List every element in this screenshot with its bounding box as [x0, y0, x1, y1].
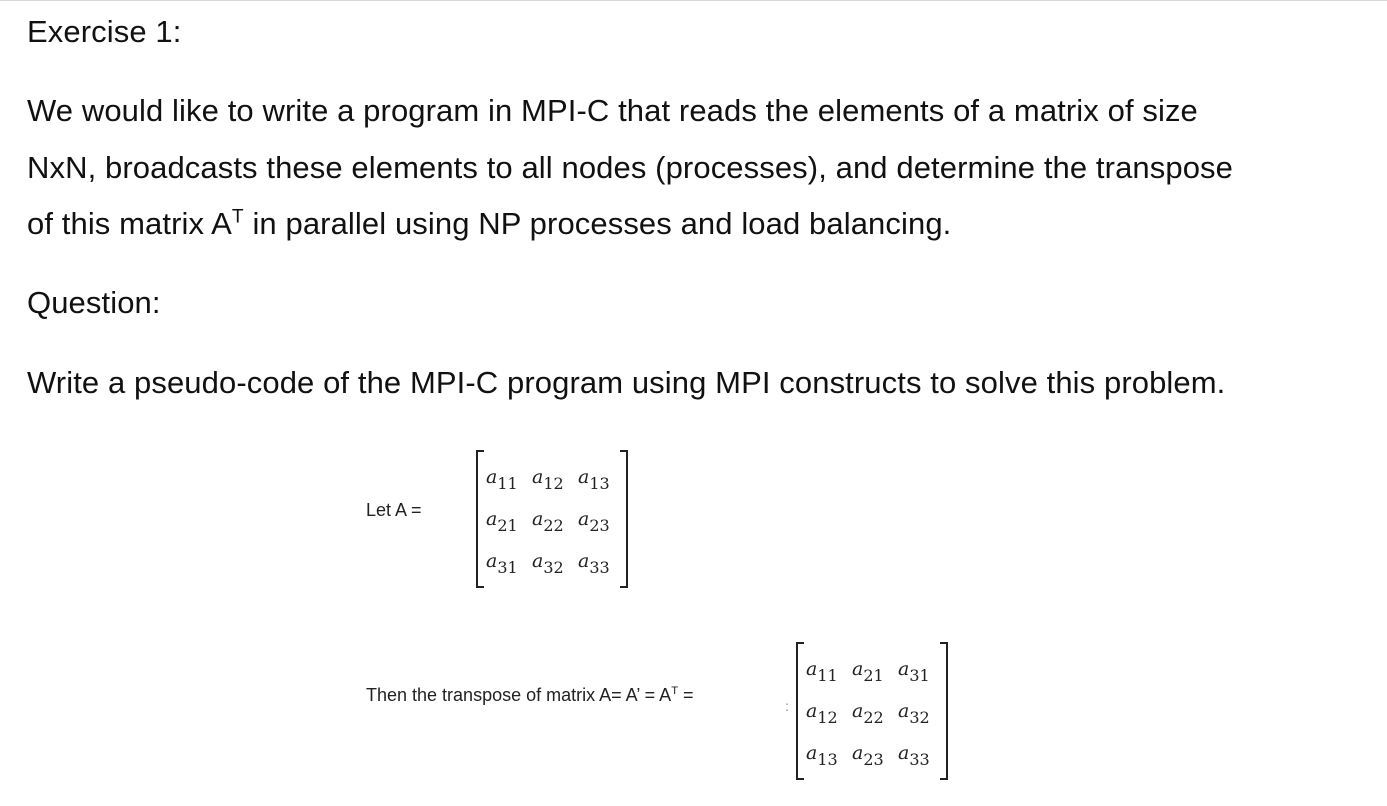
matrix-a-cell: $a_{21}$: [486, 508, 518, 535]
matrix-a-cell: $a_{23}$: [578, 508, 610, 535]
matrix-transpose-right-bracket: [940, 642, 948, 780]
matrix-a-cell: $a_{33}$: [578, 550, 610, 577]
matrix-transpose-cell: $a_{33}$: [898, 742, 930, 769]
matrix-a-cell: $a_{11}$: [486, 466, 518, 493]
transpose-label-superscript: T: [671, 685, 679, 697]
description-line-1: We would like to write a program in MPI-C that reads the elements of a matrix of size: [27, 93, 1198, 128]
question-label: Question:: [27, 285, 161, 320]
matrix-transpose-left-bracket: [796, 642, 804, 780]
matrix-a-cell: $a_{31}$: [486, 550, 518, 577]
description-line-3-end: in parallel using NP processes and load balancing.: [243, 206, 952, 241]
matrix-transpose: [806, 648, 944, 774]
separator-mark: :: [785, 698, 789, 714]
matrix-transpose-cell: $a_{12}$: [806, 700, 838, 727]
matrix-a-label: Let A =: [366, 500, 422, 520]
exercise-title: Exercise 1:: [27, 14, 182, 49]
transpose-label: [366, 685, 694, 706]
transpose-superscript: T: [231, 206, 244, 228]
matrix-a-left-bracket: [476, 450, 484, 588]
transpose-label-end: =: [678, 685, 694, 705]
matrix-a-right-bracket: [620, 450, 628, 588]
matrix-transpose-cell: $a_{22}$: [852, 700, 884, 727]
matrix-transpose-cell: $a_{23}$: [852, 742, 884, 769]
matrix-a-cell: $a_{22}$: [532, 508, 564, 535]
matrix-transpose-cell: $a_{13}$: [806, 742, 838, 769]
matrix-a: [486, 456, 624, 582]
description-line-3-start: of this matrix A: [27, 206, 232, 241]
matrix-a-cell: $a_{32}$: [532, 550, 564, 577]
matrix-a-cell: $a_{13}$: [578, 466, 610, 493]
matrix-transpose-cell: $a_{21}$: [852, 658, 884, 685]
matrix-a-cell: $a_{12}$: [532, 466, 564, 493]
transpose-label-start: Then the transpose of matrix A= A’ = A: [366, 685, 672, 705]
question-text: Write a pseudo-code of the MPI-C program using MPI constructs to solve this problem.: [27, 365, 1226, 400]
description-line-3: [27, 206, 951, 242]
matrix-transpose-cell: $a_{31}$: [898, 658, 930, 685]
matrix-transpose-cell: $a_{32}$: [898, 700, 930, 727]
top-border: [0, 0, 1387, 1]
matrix-transpose-cell: $a_{11}$: [806, 658, 838, 685]
description-line-2: NxN, broadcasts these elements to all nodes (processes), and determine the transpose: [27, 150, 1233, 185]
